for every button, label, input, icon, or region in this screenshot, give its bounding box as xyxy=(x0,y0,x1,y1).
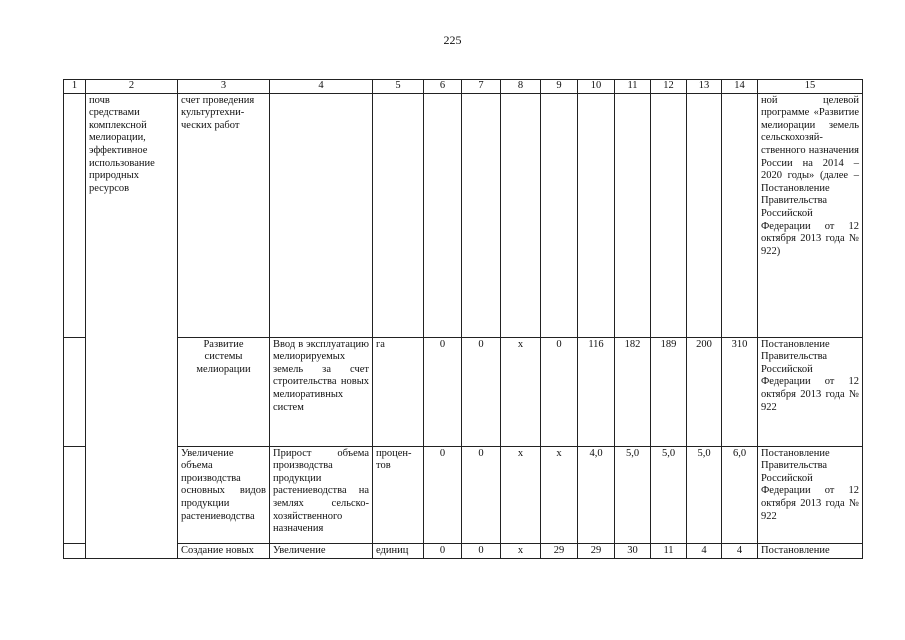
value-cell: 29 xyxy=(578,543,615,559)
task-cell: Развитие системы мелиорации xyxy=(178,337,270,446)
column-header: 10 xyxy=(578,80,615,94)
column-header: 1 xyxy=(64,80,86,94)
value-cell: 30 xyxy=(615,543,651,559)
value-cell: 189 xyxy=(651,337,687,446)
source-cell: Постановление Правительства Российской Федерации от 12 октября 2013 года № 922 xyxy=(758,337,863,446)
value-cell xyxy=(501,93,541,337)
value-cell: 5,0 xyxy=(651,446,687,543)
column-header: 4 xyxy=(270,80,373,94)
value-cell: 4,0 xyxy=(578,446,615,543)
unit-cell: единиц xyxy=(373,543,424,559)
unit-cell xyxy=(373,93,424,337)
value-cell: 310 xyxy=(722,337,758,446)
value-cell: 29 xyxy=(541,543,578,559)
source-cell: Постановление xyxy=(758,543,863,559)
value-cell: 6,0 xyxy=(722,446,758,543)
value-cell xyxy=(722,93,758,337)
value-cell: х xyxy=(541,446,578,543)
table-row xyxy=(64,543,863,559)
value-cell: 116 xyxy=(578,337,615,446)
header-row xyxy=(64,80,863,94)
value-cell: х xyxy=(501,337,541,446)
table-row xyxy=(64,93,863,337)
value-cell: 5,0 xyxy=(687,446,722,543)
indicator-cell: Прирост объема производства продукции растениеводства на землях сельско-хозяйственного назначения xyxy=(270,446,373,543)
column-header: 12 xyxy=(651,80,687,94)
column-header: 2 xyxy=(86,80,178,94)
value-cell: 200 xyxy=(687,337,722,446)
column-header: 9 xyxy=(541,80,578,94)
value-cell: х xyxy=(501,543,541,559)
value-cell xyxy=(541,93,578,337)
goal-cell: почв средствами комплексной мелиорации, эффективное использование природных ресурсов xyxy=(86,93,178,559)
value-cell xyxy=(424,93,462,337)
unit-cell: га xyxy=(373,337,424,446)
value-cell: 0 xyxy=(541,337,578,446)
indicator-cell: Ввод в эксплуатацию мелиорируемых земель за счет строительства новых мелиоративных систем xyxy=(270,337,373,446)
task-cell: Создание новых xyxy=(178,543,270,559)
column-header: 7 xyxy=(462,80,501,94)
value-cell xyxy=(651,93,687,337)
value-cell: 4 xyxy=(687,543,722,559)
value-cell xyxy=(687,93,722,337)
value-cell: 0 xyxy=(462,543,501,559)
value-cell: 0 xyxy=(424,446,462,543)
task-cell: счет проведения культуртехни- ческих работ xyxy=(178,93,270,337)
table-cell xyxy=(64,93,86,337)
source-cell: Постановление Правительства Российской Федерации от 12 октября 2013 года № 922 xyxy=(758,446,863,543)
value-cell: 0 xyxy=(424,337,462,446)
value-cell: 0 xyxy=(424,543,462,559)
source-cell: ной целевой программе «Развитие мелиорации земель сельскохозяй-ственного назначения России на 2014 – 2020 годы» (далее – Постановление Правительства Российской Федерации от 12 октября 2013 года № 922) xyxy=(758,93,863,337)
column-header: 15 xyxy=(758,80,863,94)
column-header: 5 xyxy=(373,80,424,94)
indicator-cell: Увеличение xyxy=(270,543,373,559)
table-row xyxy=(64,337,863,446)
value-cell: 0 xyxy=(462,337,501,446)
value-cell: 0 xyxy=(462,446,501,543)
value-cell xyxy=(615,93,651,337)
value-cell: 11 xyxy=(651,543,687,559)
column-header: 3 xyxy=(178,80,270,94)
column-header: 13 xyxy=(687,80,722,94)
column-header: 6 xyxy=(424,80,462,94)
indicators-table xyxy=(63,79,863,559)
value-cell: 4 xyxy=(722,543,758,559)
value-cell xyxy=(578,93,615,337)
indicator-cell xyxy=(270,93,373,337)
value-cell xyxy=(462,93,501,337)
table-cell xyxy=(64,337,86,446)
unit-cell: процен- тов xyxy=(373,446,424,543)
page-number: 225 xyxy=(443,33,462,47)
table-cell xyxy=(64,543,86,559)
value-cell: 182 xyxy=(615,337,651,446)
table-row xyxy=(64,446,863,543)
table-cell xyxy=(64,446,86,543)
column-header: 11 xyxy=(615,80,651,94)
value-cell: х xyxy=(501,446,541,543)
task-cell: Увеличение объема производства основных видов продукции растениеводства xyxy=(178,446,270,543)
value-cell: 5,0 xyxy=(615,446,651,543)
column-header: 8 xyxy=(501,80,541,94)
column-header: 14 xyxy=(722,80,758,94)
